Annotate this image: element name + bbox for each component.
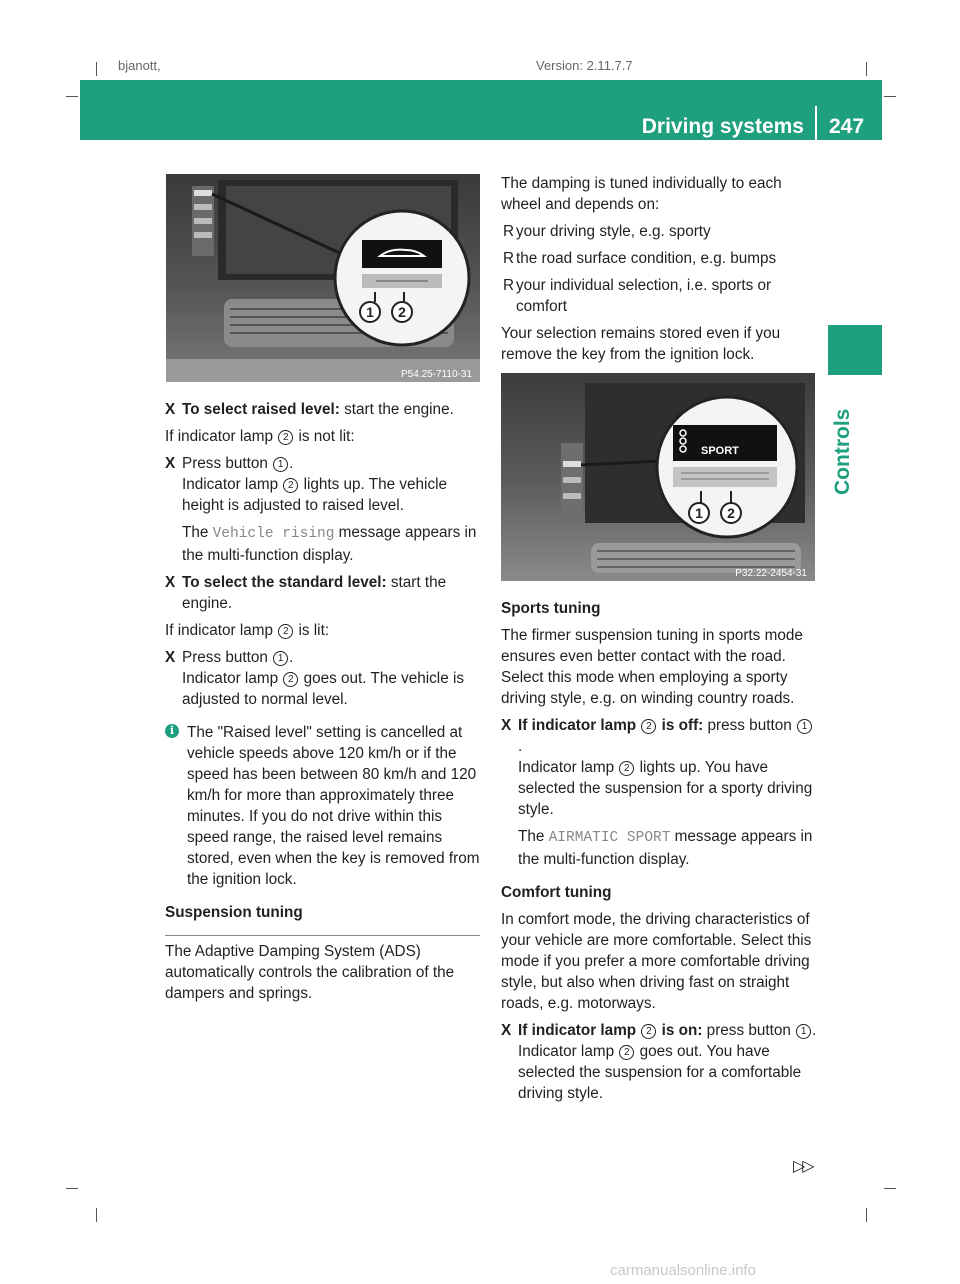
sports-text: The firmer suspension tuning in sports mode ensures even better contact with the road. Select this mode when employing a sporty driving style, e.g. on winding country roads. [501, 627, 803, 707]
figure1-callout-1: 1 [366, 304, 374, 320]
std-after: start the engine. [182, 574, 447, 612]
info-icon: i [165, 724, 179, 738]
figure1-callout-2: 2 [398, 304, 406, 320]
bullet-text: your individual selection, i.e. sports or comfort [516, 277, 772, 315]
footer-watermark: carmanualsonline.info [610, 1262, 756, 1279]
print-meta-left: bjanott, [118, 58, 161, 73]
crop-mark [96, 1208, 97, 1222]
figure1-code: P54.25-7110-31 [401, 369, 472, 380]
lights-up-1 [165, 474, 483, 516]
step-icon: X [165, 574, 176, 591]
if-not-lit-a: If indicator lamp [165, 428, 278, 445]
comfort-text: In comfort mode, the driving characteristics of your vehicle are more comfortable. Select this mode if you prefer a more comfortable driving style, but also when driving fast on straight roads, e.g. motorways. [501, 911, 812, 1012]
comfort-step-after: press button [702, 1022, 796, 1039]
raise-after: start the engine. [339, 401, 454, 418]
sport-msg [501, 826, 817, 870]
bullet-text: the road surface condition, e.g. bumps [516, 250, 777, 267]
sport-step-end: . [518, 738, 523, 755]
bullet-item [501, 275, 817, 317]
info-note [165, 722, 483, 890]
sport-msg-a: The [518, 828, 549, 845]
step-icon: X [165, 649, 176, 666]
raise-title: To select raised level: [182, 401, 340, 418]
press2-b: . [289, 649, 294, 666]
bullet-icon: R [503, 223, 515, 240]
crop-mark [66, 96, 78, 97]
lamp-2-ref: 2 [278, 624, 293, 639]
crop-mark [96, 62, 97, 76]
lamp-2-ref: 2 [619, 761, 634, 776]
lamp-2-ref: 2 [283, 672, 298, 687]
lamp-2-ref: 2 [278, 430, 293, 445]
if-lit-b: is lit: [294, 622, 330, 639]
dashboard-photo-2 [501, 373, 815, 581]
crop-mark [66, 1188, 78, 1189]
side-tab [831, 375, 857, 495]
figure2-sport-label: SPORT [701, 445, 739, 457]
figure-sport-button [501, 373, 815, 581]
standard-step [165, 572, 483, 614]
comfort-step-title-a: If indicator lamp [518, 1022, 641, 1039]
lamp-2-ref: 2 [619, 1045, 634, 1060]
raise-step [165, 399, 483, 420]
bullet-item [501, 221, 817, 242]
sport-lights [501, 757, 817, 820]
button-1-ref: 1 [796, 1024, 811, 1039]
comfort-step-title-b: is on: [657, 1022, 703, 1039]
goes2-a: Indicator lamp [182, 670, 283, 687]
crop-mark [884, 1188, 896, 1189]
button-1-ref: 1 [273, 457, 288, 472]
page-number: 247 [829, 115, 865, 138]
sport-lights-a: Indicator lamp [518, 759, 619, 776]
side-tab-block [828, 325, 882, 375]
stored-text: Your selection remains stored even if you remove the key from the ignition lock. [501, 325, 781, 363]
press1-b: . [289, 455, 294, 472]
lights1-b: lights up. The vehicle height is adjusted to raised level. [182, 476, 448, 514]
comfort-heading: Comfort tuning [501, 884, 612, 901]
if-lit-a: If indicator lamp [165, 622, 278, 639]
continue-icon: ▷▷ [793, 1158, 812, 1175]
msg1-a: The [182, 524, 213, 541]
goes2-b: goes out. The vehicle is adjusted to normal level. [182, 670, 465, 708]
display-message-vehicle-rising: Vehicle rising [212, 526, 335, 542]
button-1-ref: 1 [273, 651, 288, 666]
side-tab-label: Controls [831, 408, 854, 495]
button-1-ref: 1 [797, 719, 812, 734]
figure2-callout-2: 2 [727, 505, 735, 521]
bullet-icon: R [503, 250, 515, 267]
if-lit [165, 620, 483, 641]
info-text: The "Raised level" setting is cancelled at vehicle speeds above 120 km/h or if the speed has been between 80 km/h and 120 km/h for more than approximately three minutes. If you do not drive within this speed range, the raised level remains stored, even when the key is removed from the ignition lock. [187, 724, 480, 888]
lamp-2-ref: 2 [283, 478, 298, 493]
sport-step-after: press button [703, 717, 796, 734]
print-meta-right: Version: 2.11.7.7 [536, 58, 633, 73]
msg-vehicle-rising [165, 522, 483, 566]
crop-mark [866, 62, 867, 76]
header-separator [815, 106, 817, 140]
msg1-b: message appears in the multi-function display. [182, 524, 477, 564]
sport-step [501, 715, 817, 757]
comfort-step-end: . [812, 1022, 817, 1039]
if-not-lit-b: is not lit: [294, 428, 355, 445]
comfort-goes [501, 1041, 817, 1104]
press2-a: Press button [182, 649, 273, 666]
sports-heading: Sports tuning [501, 600, 601, 617]
crop-mark [866, 1208, 867, 1222]
section-title: Driving systems [641, 115, 804, 138]
step-icon: X [165, 401, 176, 418]
press-step-1 [165, 453, 483, 474]
figure-dashboard-level-button [166, 174, 480, 382]
display-message-airmatic-sport: AIRMATIC SPORT [548, 830, 671, 846]
section-rule [165, 935, 480, 936]
sport-step-title-a: If indicator lamp [518, 717, 641, 734]
goes-out-2 [165, 668, 483, 710]
sport-step-title-b: is off: [657, 717, 704, 734]
figure2-callout-1: 1 [695, 505, 703, 521]
figure2-code: P32.22-2454-31 [735, 568, 807, 579]
comfort-goes-b: goes out. You have selected the suspension for a comfortable driving style. [518, 1043, 802, 1102]
comfort-step [501, 1020, 817, 1041]
comfort-goes-a: Indicator lamp [518, 1043, 619, 1060]
crop-mark [884, 96, 896, 97]
std-title: To select the standard level: [182, 574, 387, 591]
left-column [165, 399, 483, 1004]
step-icon: X [501, 717, 512, 734]
press-step-2 [165, 647, 483, 668]
right-column-top [501, 173, 817, 365]
dashboard-photo-1 [166, 174, 480, 382]
lamp-2-ref: 2 [641, 1024, 656, 1039]
sport-lights-b: lights up. You have selected the suspension for a sporty driving style. [518, 759, 813, 818]
right-column-bottom [501, 598, 817, 1104]
sport-msg-b: message appears in the multi-function display. [518, 828, 813, 868]
if-not-lit [165, 426, 483, 447]
ads-text: The Adaptive Damping System (ADS) automatically controls the calibration of the dampers and springs. [165, 943, 455, 1002]
step-icon: X [501, 1022, 512, 1039]
bullet-item [501, 248, 817, 269]
lamp-2-ref: 2 [641, 719, 656, 734]
press1-a: Press button [182, 455, 273, 472]
bullet-text: your driving style, e.g. sporty [516, 223, 711, 240]
bullet-icon: R [503, 277, 515, 294]
step-icon: X [165, 455, 176, 472]
suspension-heading: Suspension tuning [165, 904, 303, 921]
damping-intro: The damping is tuned individually to each wheel and depends on: [501, 175, 782, 213]
lights1-a: Indicator lamp [182, 476, 283, 493]
